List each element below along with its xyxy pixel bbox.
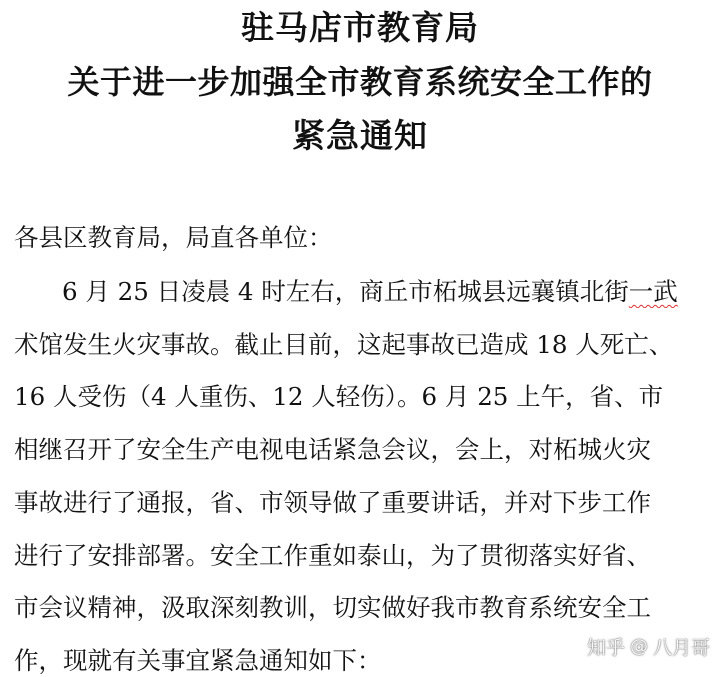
body-line-6: 进行了安排部署。安全工作重如泰山，为了贯彻落实好省、 xyxy=(14,541,651,570)
zhihu-watermark xyxy=(587,633,710,660)
watermark-at: @ xyxy=(629,636,648,657)
body-line-2: 术馆发生火灾事故。截止目前，这起事故已造成 18 人死亡、 xyxy=(14,330,674,359)
body-line-1 xyxy=(62,276,706,308)
spellcheck-flagged-text: 一武 xyxy=(628,277,678,306)
document-title-line-3: 紧急通知 xyxy=(292,116,428,155)
body-line-4: 相继召开了安全生产电视电话紧急会议，会上，对柘城火灾 xyxy=(14,435,651,464)
body-line-7: 市会议精神，汲取深刻教训，切实做好我市教育系统安全工 xyxy=(14,593,651,622)
document-title-line-2: 关于进一步加强全市教育系统安全工作的 xyxy=(67,63,653,101)
watermark-author: 八月哥 xyxy=(652,637,710,659)
body-line-5: 事故进行了通报，省、市领导做了重要讲话，并对下步工作 xyxy=(14,488,651,517)
salutation: 各县区教育局，局直各单位： xyxy=(14,223,333,252)
document-title-line-1: 驻马店市教育局 xyxy=(241,8,479,47)
body-line-1-text: 6 月 25 日凌晨 4 时左右，商丘市柘城县远襄镇北街 xyxy=(62,277,629,306)
watermark-site: 知乎 xyxy=(586,637,625,659)
body-line-8: 作，现就有关事宜紧急通知如下： xyxy=(14,646,382,675)
body-line-3: 16 人受伤（4 人重伤、12 人轻伤）。6 月 25 上午，省、市 xyxy=(14,382,664,411)
